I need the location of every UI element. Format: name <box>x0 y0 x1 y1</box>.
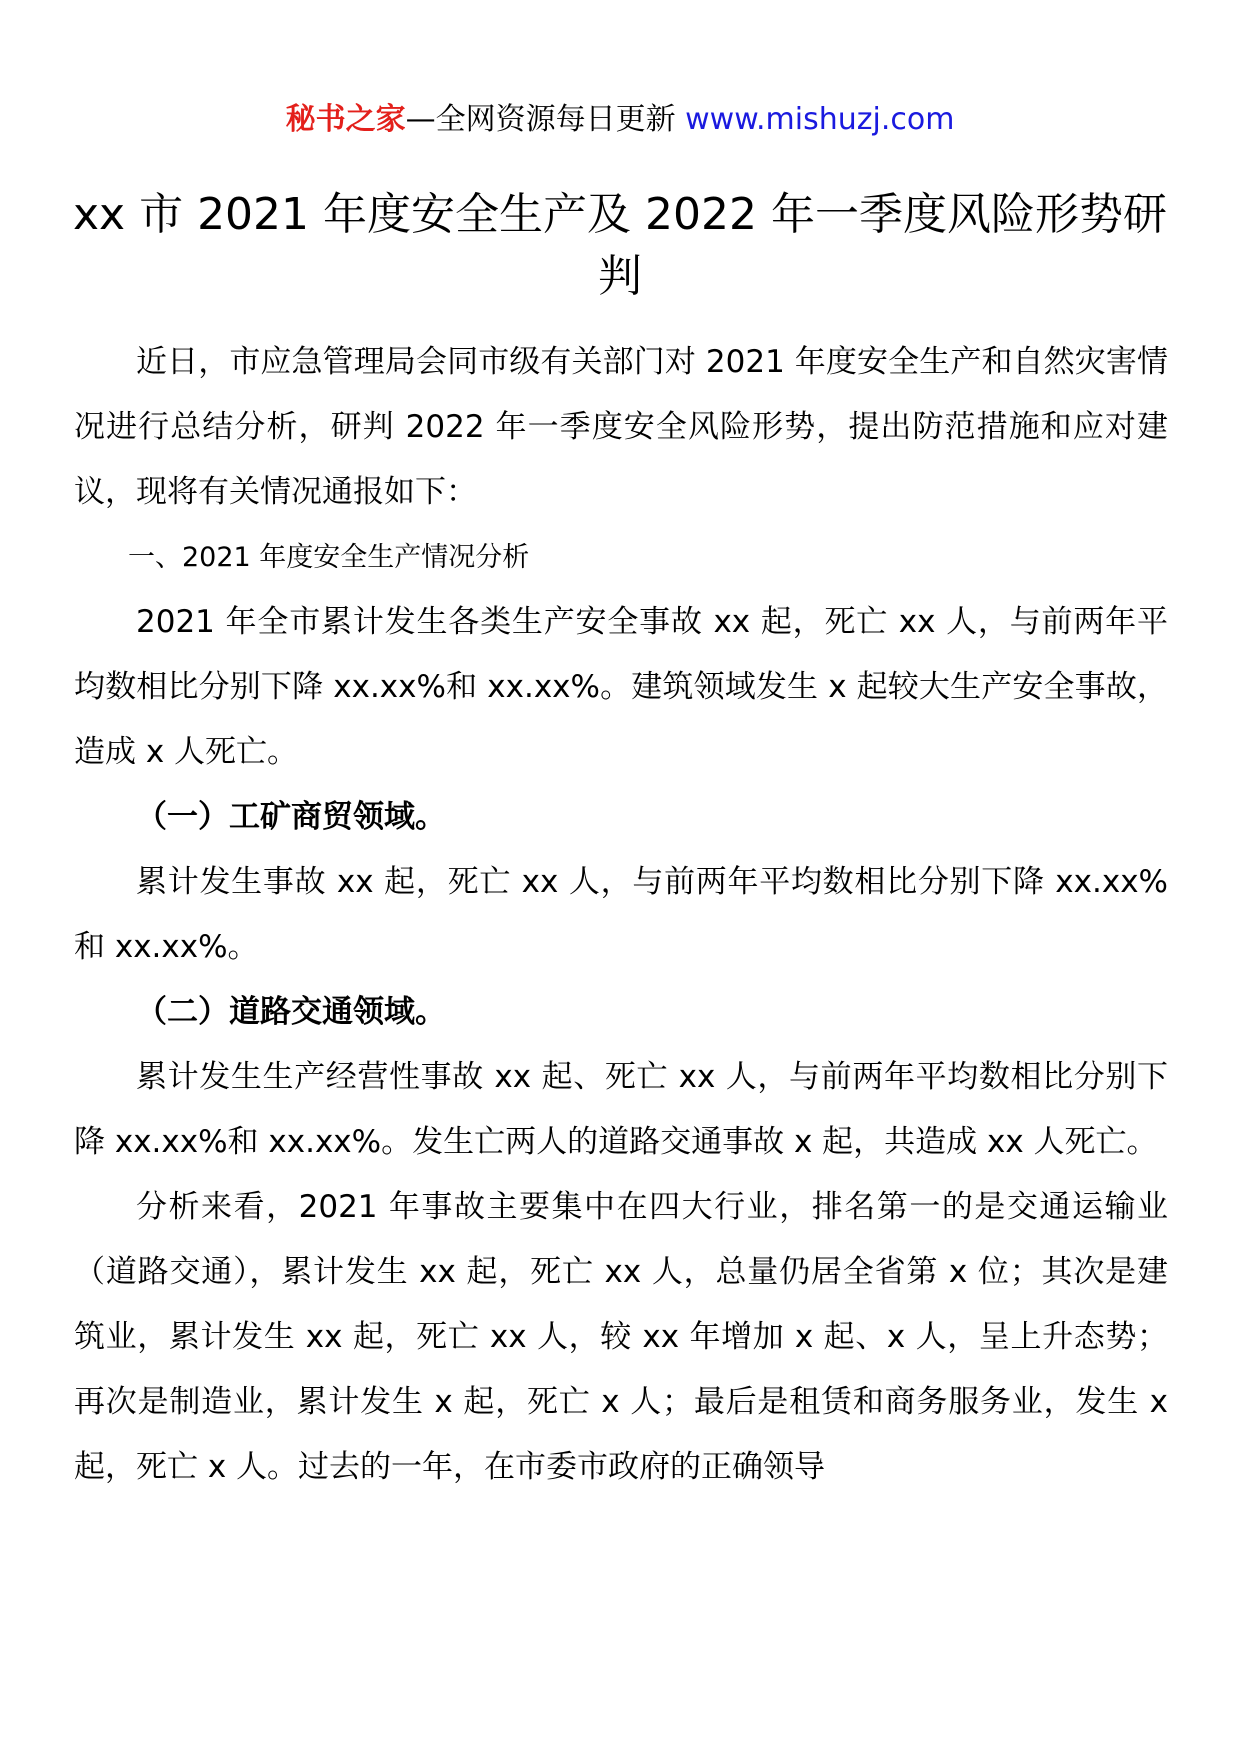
intro-paragraph: 近日，市应急管理局会同市级有关部门对 2021 年度安全生产和自然灾害情况进行总结分析，研判 2022 年一季度安全风险形势，提出防范措施和应对建议，现将有关情况通报如下： <box>74 344 1168 510</box>
summary-paragraph: 2021 年全市累计发生各类生产安全事故 xx 起，死亡 xx 人，与前两年平均数相比分别下降 xx.xx%和 xx.xx%。建筑领域发生 x 起较大生产安全事故，造成 x 人死亡。 <box>74 604 1168 770</box>
subheading-road-traffic: （二）道路交通领域。 <box>136 994 446 1030</box>
document-body <box>74 330 1168 1500</box>
industry-trade-paragraph: 累计发生事故 xx 起，死亡 xx 人，与前两年平均数相比分别下降 xx.xx%和 xx.xx%。 <box>74 864 1168 965</box>
document-title: xx 市 2021 年度安全生产及 2022 年一季度风险形势研判 <box>73 189 1167 302</box>
road-traffic-paragraph: 累计发生生产经营性事故 xx 起、死亡 xx 人，与前两年平均数相比分别下降 xx.xx%和 xx.xx%。发生亡两人的道路交通事故 x 起，共造成 xx 人死亡。 <box>74 1059 1168 1160</box>
analysis-paragraph: 分析来看，2021 年事故主要集中在四大行业，排名第一的是交通运输业（道路交通），累计发生 xx 起，死亡 xx 人，总量仍居全省第 x 位；其次是建筑业，累计发生 xx 起，死亡 xx 人，较 xx 年增加 x 起、x 人，呈上升态势；再次是制造业，累计发生 x 起，死亡 x 人；最后是租赁和商务服务业，发生 x 起，死亡 x 人。过去的一年，在市委市政府的正确领导 <box>74 1189 1168 1485</box>
header-tagline: —全网资源每日更新 <box>405 102 676 137</box>
site-header <box>0 100 1240 140</box>
subheading-industry-trade: （一）工矿商贸领域。 <box>136 799 446 835</box>
section-heading-1: 一、2021 年度安全生产情况分析 <box>128 542 530 573</box>
brand-name: 秘书之家 <box>285 102 406 137</box>
site-url-link[interactable]: www.mishuzj.com <box>685 102 955 137</box>
